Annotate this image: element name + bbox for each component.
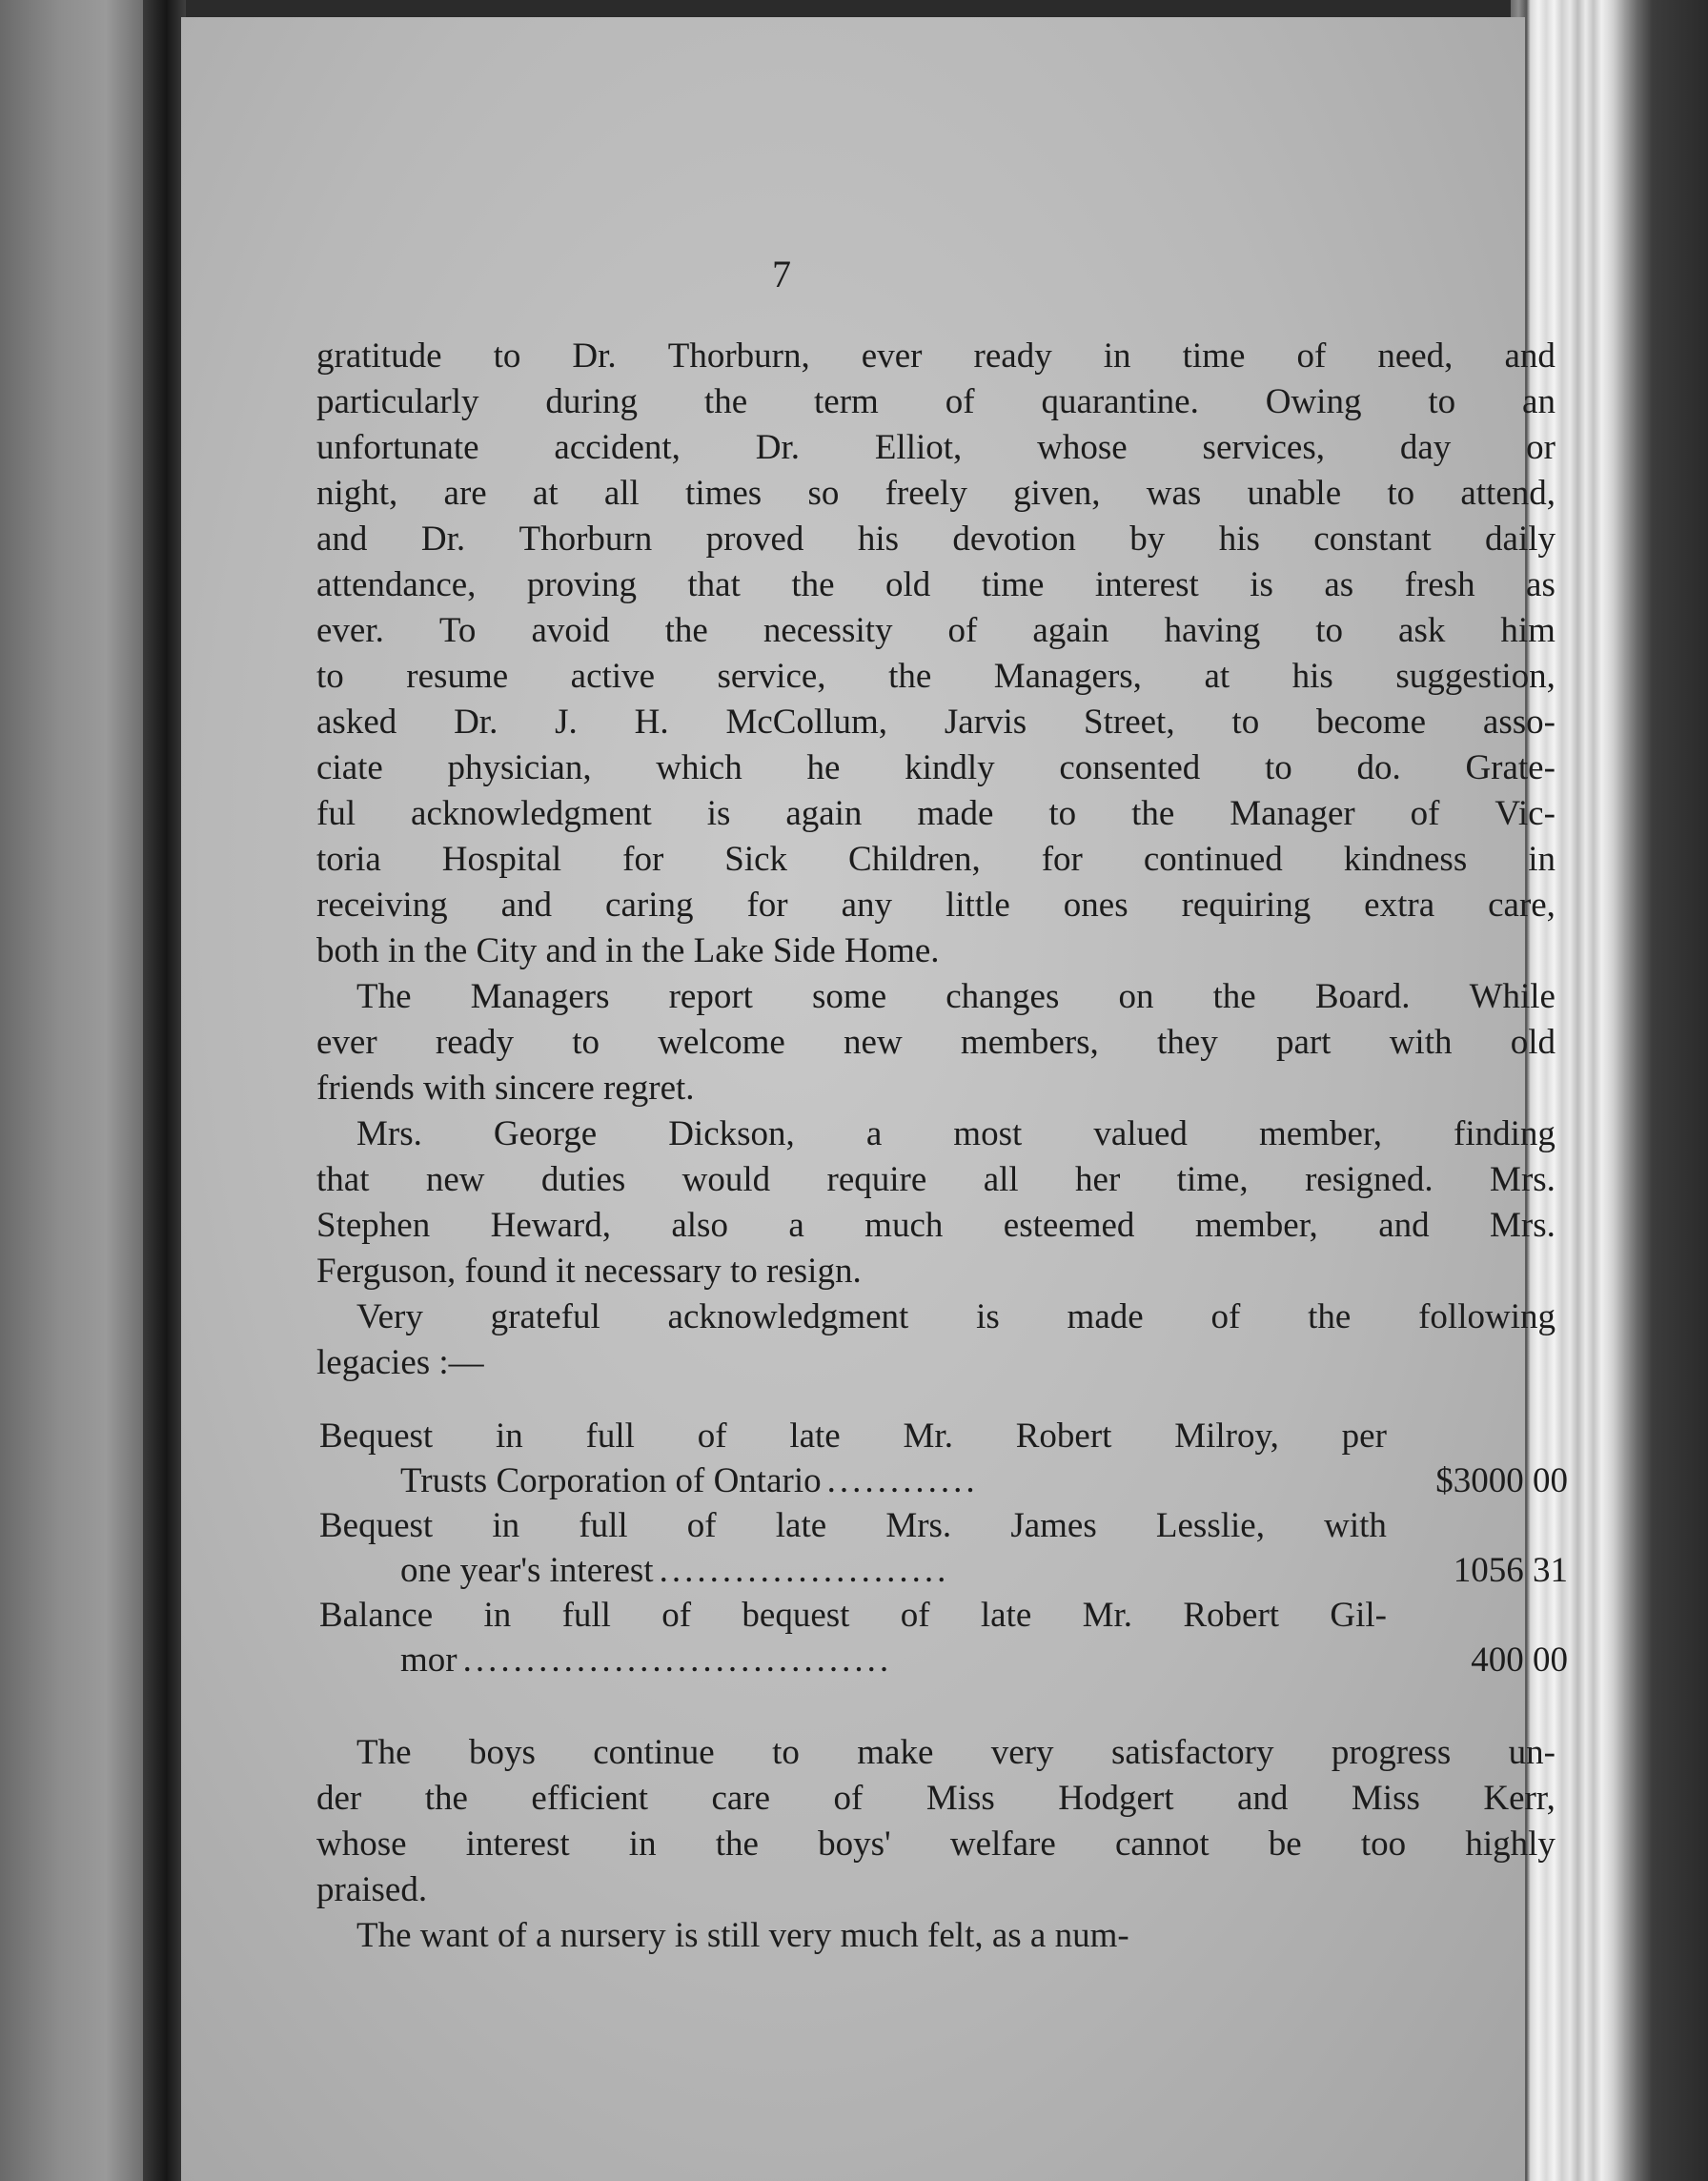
legacies-list xyxy=(319,1414,1568,1682)
text-line: gratitude to Dr. Thorburn, ever ready in time of need, and xyxy=(316,336,1556,376)
legacy-payer: one year's interest xyxy=(400,1551,654,1590)
text-line: Mrs. George Dickson, a most valued member, finding xyxy=(356,1114,1556,1153)
text-line: to resume active service, the Managers, at his suggestion, xyxy=(316,657,1556,696)
legacy-entry xyxy=(319,1548,1568,1593)
text-line: ciate physician, which he kindly consented to do. Grate- xyxy=(316,748,1556,787)
paragraph xyxy=(316,1111,1556,1294)
paragraph xyxy=(316,1730,1556,1913)
legacy-entry xyxy=(319,1458,1568,1503)
text-line: Ferguson, found it necessary to resign. xyxy=(316,1252,862,1291)
leader-dots: ....................... xyxy=(659,1551,950,1590)
legacy-description: Balance in full of bequest of late Mr. Robert Gil- xyxy=(319,1596,1387,1635)
paragraph xyxy=(316,1913,1556,1959)
text-line: attendance, proving that the old time interest is as fresh as xyxy=(316,565,1556,604)
legacy-amount: $3000 00 xyxy=(1435,1461,1568,1500)
text-line: ever. To avoid the necessity of again having to ask him xyxy=(316,611,1556,650)
text-line: ever ready to welcome new members, they part with old xyxy=(316,1023,1556,1062)
text-line: The boys continue to make very satisfactory progress un- xyxy=(356,1733,1556,1772)
text-line: Very grateful acknowledgment is made of the following xyxy=(356,1297,1556,1336)
paragraph xyxy=(316,1294,1556,1386)
body-text xyxy=(316,334,1556,1386)
text-line: asked Dr. J. H. McCollum, Jarvis Street, to become asso- xyxy=(316,703,1556,742)
paragraph xyxy=(316,974,1556,1111)
text-line: and Dr. Thorburn proved his devotion by his constant daily xyxy=(316,520,1556,559)
text-line: friends with sincere regret. xyxy=(316,1069,695,1108)
text-line: both in the City and in the Lake Side Home. xyxy=(316,931,940,970)
text-line: that new duties would require all her time, resigned. Mrs. xyxy=(316,1160,1556,1199)
text-line: legacies :— xyxy=(316,1343,484,1382)
text-line: toria Hospital for Sick Children, for continued kindness in xyxy=(316,840,1556,879)
text-line: The Managers report some changes on the Board. While xyxy=(356,977,1556,1016)
closing-text xyxy=(316,1730,1556,1959)
legacy-payer: mor xyxy=(400,1641,458,1680)
text-line: der the efficient care of Miss Hodgert and Miss Kerr, xyxy=(316,1779,1556,1818)
legacy-description: Bequest in full of late Mr. Robert Milroy, per xyxy=(319,1417,1387,1456)
leader-dots: .................................. xyxy=(462,1641,893,1680)
text-line: night, are at all times so freely given, was unable to attend, xyxy=(316,474,1556,513)
leader-dots: ............ xyxy=(826,1461,979,1500)
legacy-payer: Trusts Corporation of Ontario xyxy=(400,1461,822,1500)
book-page xyxy=(181,17,1568,2181)
book-gutter xyxy=(143,0,186,2181)
legacy-amount: 400 00 xyxy=(1471,1641,1568,1680)
page-number: 7 xyxy=(772,253,791,296)
text-line: unfortunate accident, Dr. Elliot, whose services, day or xyxy=(316,428,1556,467)
text-line: praised. xyxy=(316,1870,428,1909)
text-line: Stephen Heward, also a much esteemed member, and Mrs. xyxy=(316,1206,1556,1245)
paragraph xyxy=(316,334,1556,974)
text-line: ful acknowledgment is again made to the Manager of Vic- xyxy=(316,794,1556,833)
text-line: The want of a nursery is still very much felt, as a num- xyxy=(356,1916,1129,1955)
text-line: particularly during the term of quarantine. Owing to an xyxy=(316,382,1556,421)
text-line: whose interest in the boys' welfare cannot be too highly xyxy=(316,1824,1556,1864)
legacy-description: Bequest in full of late Mrs. James Lesslie, with xyxy=(319,1506,1387,1545)
legacy-amount: 1056 31 xyxy=(1453,1551,1568,1590)
legacy-entry xyxy=(319,1638,1568,1682)
text-line: receiving and caring for any little ones requiring extra care, xyxy=(316,886,1556,925)
